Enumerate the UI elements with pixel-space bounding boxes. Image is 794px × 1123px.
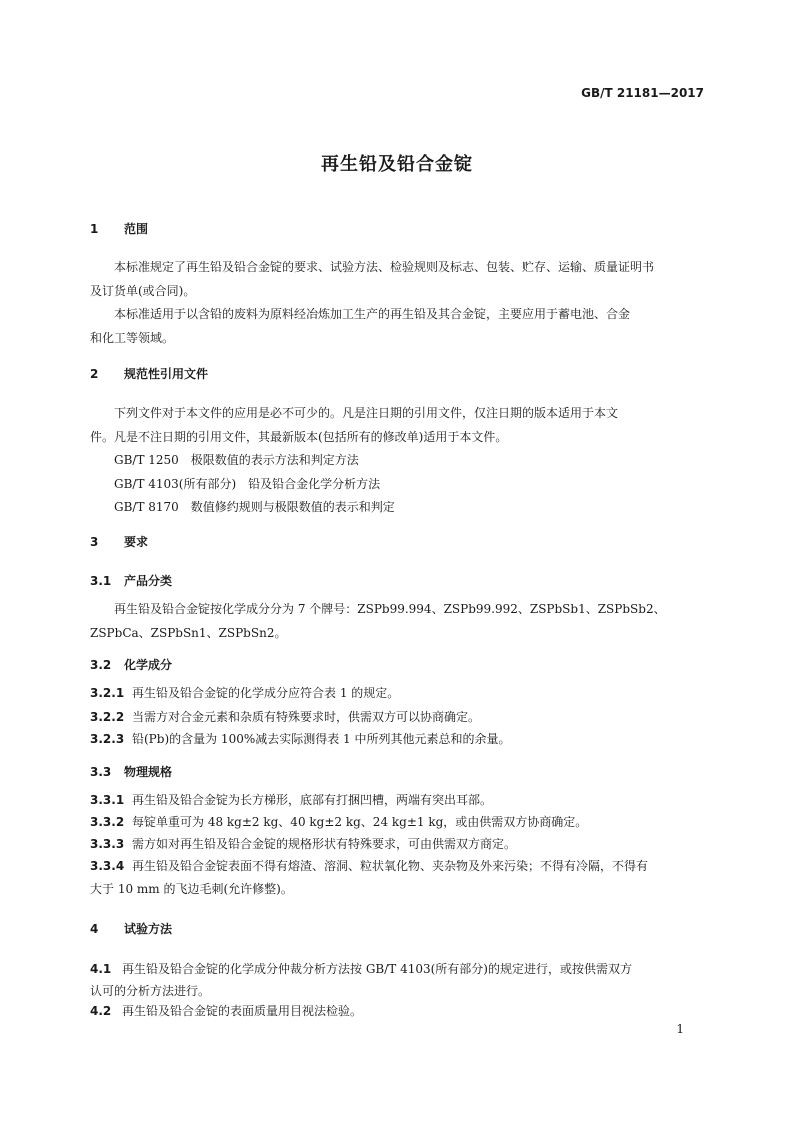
clause-text: 需方如对再生铅及铅合金锭的规格形状有特殊要求，可由供需双方商定。 <box>132 837 517 851</box>
reference-item: GB/T 4103(所有部分) 铅及铅合金化学分析方法 <box>114 476 381 491</box>
subsection-number: 3.3 <box>90 765 112 779</box>
section-title: 要求 <box>124 535 149 549</box>
clause-number: 4.1 <box>90 962 112 976</box>
clause-number: 3.3.3 <box>90 837 125 851</box>
clause-text: 再生铅及铅合金锭为长方梯形，底部有打捆凹槽，两端有突出耳部。 <box>132 793 493 807</box>
section-2-body <box>90 402 704 520</box>
clause-text: 再生铅及铅合金锭的化学成分应符合表 1 的规定。 <box>132 686 400 700</box>
clause-continuation: 认可的分析方法进行。 <box>90 984 211 998</box>
paragraph <box>90 256 704 280</box>
text-line: 及订货单(或合同)。 <box>90 283 196 298</box>
section-4-heading <box>90 920 172 937</box>
text-line: 件。凡是不注日期的引用文件，其最新版本(包括所有的修改单)适用于本文件。 <box>90 429 508 444</box>
text-line: 和化工等领域。 <box>90 330 175 345</box>
clause-text: 再生铅及铅合金锭的化学成分仲裁分析方法按 GB/T 4103(所有部分)的规定进行，或按供需双方 <box>122 962 632 976</box>
clause-continuation: 大于 10 mm 的飞边毛刺(允许修整)。 <box>90 882 293 896</box>
clause-3-2-3 <box>90 728 704 752</box>
clause-text: 再生铅及铅合金锭表面不得有熔渣、溶洞、粒状氧化物、夹杂物及外来污染；不得有冷隔，不得有 <box>132 859 649 873</box>
section-number: 4 <box>90 922 99 936</box>
subsection-number: 3.2 <box>90 658 112 672</box>
text-line: 本标准规定了再生铅及铅合金锭的要求、试验方法、检验规则及标志、包装、贮存、运输、质量证明书 <box>114 260 655 274</box>
subsection-title: 产品分类 <box>124 574 173 588</box>
standard-number: GB/T 21181—2017 <box>581 86 704 100</box>
subsection-3-3-heading <box>90 763 172 780</box>
document-title: 再生铅及铅合金锭 <box>321 154 473 175</box>
section-number: 1 <box>90 222 99 236</box>
clause-text: 铅(Pb)的含量为 100%减去实际测得表 1 中所列其他元素总和的余量。 <box>132 732 511 746</box>
clause-text: 当需方对合金元素和杂质有特殊要求时，供需双方可以协商确定。 <box>132 710 481 724</box>
clause-number: 4.2 <box>90 1004 112 1018</box>
subsection-3-1-body <box>90 598 704 645</box>
clause-number: 3.3.2 <box>90 815 125 829</box>
subsection-title: 化学成分 <box>124 658 173 672</box>
reference-item: GB/T 1250 极限数值的表示方法和判定方法 <box>114 453 359 467</box>
clause-text: 每锭单重可为 48 kg±2 kg、40 kg±2 kg、24 kg±1 kg，或由供需双方协商确定。 <box>132 815 588 829</box>
paragraph <box>90 303 704 327</box>
clause-number: 3.3.1 <box>90 793 125 807</box>
clause-3-2-1 <box>90 682 704 706</box>
section-number: 2 <box>90 367 99 381</box>
section-title: 范围 <box>124 222 149 236</box>
paragraph <box>90 402 704 426</box>
clause-3-2-2 <box>90 706 704 730</box>
clause-4-2 <box>90 1000 704 1024</box>
clause-3-3-2 <box>90 811 704 835</box>
clause-3-3-3 <box>90 833 704 857</box>
clause-number: 3.2.3 <box>90 732 125 746</box>
clause-3-3-1 <box>90 789 704 813</box>
section-title: 试验方法 <box>124 922 173 936</box>
page-number: 1 <box>676 1022 684 1036</box>
text-line: 下列文件对于本文件的应用是必不可少的。凡是注日期的引用文件，仅注日期的版本适用于本文 <box>114 406 619 420</box>
subsection-title: 物理规格 <box>124 765 173 779</box>
text-line: 本标准适用于以含铅的废料为原料经冶炼加工生产的再生铅及其合金锭，主要应用于蓄电池、合金 <box>114 307 631 321</box>
clause-number: 3.2.2 <box>90 710 125 724</box>
section-1-heading <box>90 220 148 237</box>
clause-4-1 <box>90 958 704 982</box>
section-1-body <box>90 256 704 350</box>
clause-3-3-4 <box>90 855 704 879</box>
clause-number: 3.2.1 <box>90 686 125 700</box>
section-2-heading <box>90 365 208 382</box>
text-line: ZSPbCa、ZSPbSn1、ZSPbSn2。 <box>90 625 287 640</box>
clause-text: 再生铅及铅合金锭的表面质量用目视法检验。 <box>122 1004 363 1018</box>
text-line: 再生铅及铅合金锭按化学成分分为 7 个牌号：ZSPb99.994、ZSPb99.992、ZSPbSb1、ZSPbSb2、 <box>114 602 666 616</box>
subsection-3-2-heading <box>90 656 172 673</box>
section-number: 3 <box>90 535 99 549</box>
subsection-number: 3.1 <box>90 574 112 588</box>
clause-number: 3.3.4 <box>90 859 125 873</box>
section-title: 规范性引用文件 <box>124 367 209 381</box>
subsection-3-1-heading <box>90 572 172 589</box>
section-3-heading <box>90 533 148 550</box>
paragraph <box>90 598 704 622</box>
reference-item: GB/T 8170 数值修约规则与极限数值的表示和判定 <box>114 500 395 514</box>
